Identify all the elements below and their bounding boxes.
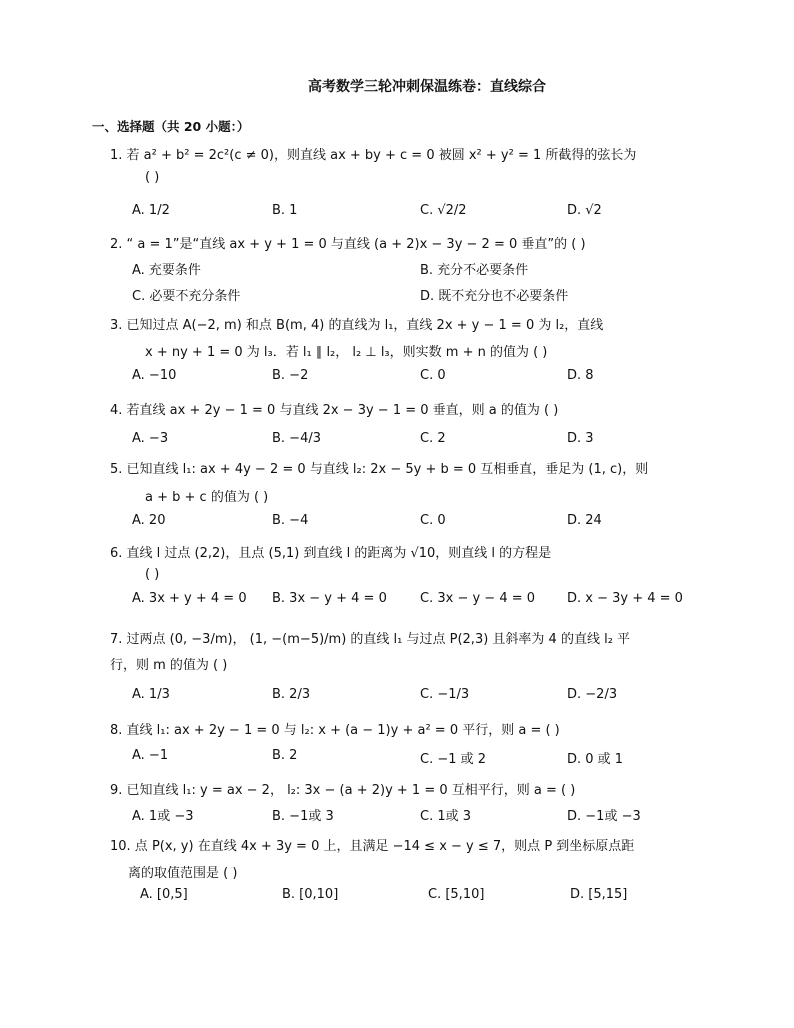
question-8-option-c: C. −1 或 2: [420, 752, 487, 767]
question-4-option-d: D. 3: [567, 431, 594, 446]
question-7-line-1: 7. 过两点 (0, −3/m)， (1, −(m−5)/m) 的直线 l₁ 与过点 P(2,3) 且斜率为 4 的直线 l₂ 平: [110, 632, 631, 647]
question-3-option-c: C. 0: [420, 368, 446, 383]
question-1-option-c: C. √2/2: [420, 203, 467, 218]
question-6-option-d: D. x − 3y + 4 = 0: [567, 591, 683, 606]
question-10-option-d: D. [5,15]: [570, 887, 628, 902]
question-1-line-2: ( ): [145, 170, 160, 185]
question-7-line-2: 行，则 m 的值为 ( ): [110, 658, 228, 673]
question-5-option-a: A. 20: [132, 513, 166, 528]
question-4-option-c: C. 2: [420, 431, 446, 446]
question-3-option-a: A. −10: [132, 368, 177, 383]
question-2-line-1: 2. “ a = 1”是“直线 ax + y + 1 = 0 与直线 (a + 2)x − 3y − 2 = 0 垂直”的 ( ): [110, 237, 586, 252]
question-3-option-b: B. −2: [272, 368, 309, 383]
page-title: 高考数学三轮冲刺保温练卷：直线综合: [308, 79, 546, 95]
question-6-line-1: 6. 直线 l 过点 (2,2)，且点 (5,1) 到直线 l 的距离为 √10，则直线 l 的方程是: [110, 546, 552, 561]
question-9-option-b: B. −1或 3: [272, 809, 334, 824]
question-2-option-c: C. 必要不充分条件: [132, 289, 241, 304]
question-5-option-d: D. 24: [567, 513, 602, 528]
question-2-option-a: A. 充要条件: [132, 263, 201, 278]
question-8-option-a: A. −1: [132, 748, 169, 763]
question-4-option-b: B. −4/3: [272, 431, 321, 446]
question-1-option-b: B. 1: [272, 203, 298, 218]
question-5-line-2: a + b + c 的值为 ( ): [145, 490, 269, 505]
question-3-line-2: x + ny + 1 = 0 为 l₃．若 l₁ ∥ l₂， l₂ ⊥ l₃，则实数 m + n 的值为 ( ): [145, 345, 548, 360]
question-10-option-a: A. [0,5]: [140, 887, 188, 902]
question-10-option-c: C. [5,10]: [428, 887, 485, 902]
question-8-line-1: 8. 直线 l₁: ax + 2y − 1 = 0 与 l₂: x + (a − 1)y + a² = 0 平行，则 a = ( ): [110, 723, 560, 738]
question-10-option-b: B. [0,10]: [282, 887, 339, 902]
question-6-option-a: A. 3x + y + 4 = 0: [132, 591, 247, 606]
question-10-line-2: 离的取值范围是 ( ): [128, 866, 238, 881]
question-5-line-1: 5. 已知直线 l₁: ax + 4y − 2 = 0 与直线 l₂: 2x − 5y + b = 0 互相垂直，垂足为 (1, c)，则: [110, 462, 649, 477]
question-4-option-a: A. −3: [132, 431, 169, 446]
question-7-option-b: B. 2/3: [272, 687, 311, 702]
section-heading: 一、选择题（共 20 小题：）: [92, 119, 250, 134]
question-1-option-a: A. 1/2: [132, 203, 170, 218]
question-5-option-b: B. −4: [272, 513, 309, 528]
question-7-option-d: D. −2/3: [567, 687, 618, 702]
question-9-option-a: A. 1或 −3: [132, 809, 194, 824]
question-9-option-d: D. −1或 −3: [567, 809, 641, 824]
question-1-line-1: 1. 若 a² + b² = 2c²(c ≠ 0)，则直线 ax + by + c = 0 被圆 x² + y² = 1 所截得的弦长为: [110, 148, 637, 163]
question-6-line-2: ( ): [145, 567, 160, 582]
question-1-option-d: D. √2: [567, 203, 602, 218]
question-3-line-1: 3. 已知过点 A(−2, m) 和点 B(m, 4) 的直线为 l₁，直线 2x + y − 1 = 0 为 l₂，直线: [110, 318, 604, 333]
question-5-option-c: C. 0: [420, 513, 446, 528]
question-6-option-c: C. 3x − y − 4 = 0: [420, 591, 536, 606]
question-4-line-1: 4. 若直线 ax + 2y − 1 = 0 与直线 2x − 3y − 1 = 0 垂直，则 a 的值为 ( ): [110, 403, 559, 418]
question-8-option-b: B. 2: [272, 748, 298, 763]
question-9-line-1: 9. 已知直线 l₁: y = ax − 2， l₂: 3x − (a + 2)y + 1 = 0 互相平行，则 a = ( ): [110, 783, 576, 798]
question-3-option-d: D. 8: [567, 368, 594, 383]
question-2-option-b: B. 充分不必要条件: [420, 263, 529, 278]
question-9-option-c: C. 1或 3: [420, 809, 472, 824]
question-8-option-d: D. 0 或 1: [567, 752, 624, 767]
question-6-option-b: B. 3x − y + 4 = 0: [272, 591, 387, 606]
question-2-option-d: D. 既不充分也不必要条件: [420, 289, 569, 304]
question-10-line-1: 10. 点 P(x, y) 在直线 4x + 3y = 0 上，且满足 −14 ≤ x − y ≤ 7，则点 P 到坐标原点距: [110, 839, 635, 854]
question-7-option-a: A. 1/3: [132, 687, 170, 702]
question-7-option-c: C. −1/3: [420, 687, 470, 702]
